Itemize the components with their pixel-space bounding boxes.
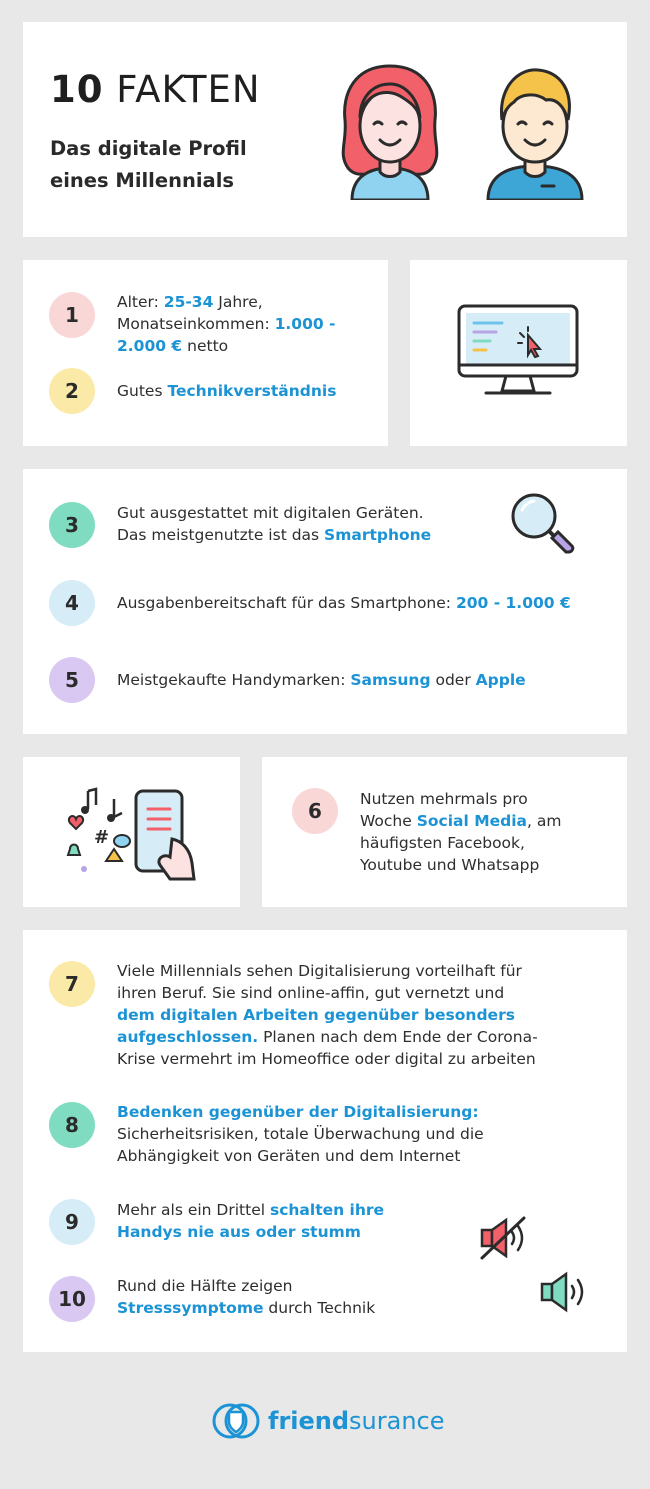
body-text: ihren Beruf. Sie sind online-affin, gut vernetzt und — [117, 984, 505, 1002]
body-text: Woche — [360, 812, 417, 830]
body-text: Meistgekaufte Handymarken: — [117, 671, 351, 689]
speaker-icon — [538, 1270, 590, 1314]
body-text: Mehr als ein Drittel — [117, 1201, 270, 1219]
body-text: Planen nach dem Ende der Corona- — [258, 1028, 538, 1046]
body-text: Jahre, — [213, 293, 263, 311]
highlight-text: Social Media — [416, 812, 528, 830]
highlight-text: Bedenken gegenüber der Digitalisierung: — [117, 1103, 479, 1121]
body-text: Ausgabenbereitschaft für das Smartphone: — [117, 594, 456, 612]
fact-9-text — [117, 1199, 457, 1243]
body-text: Krise vermehrt im Homeoffice oder digital zu arbeiten — [117, 1050, 536, 1068]
highlight-text: aufgeschlossen. — [117, 1028, 259, 1046]
svg-text:#: # — [94, 827, 110, 848]
fact-number-9: 9 — [49, 1199, 95, 1245]
smartphone-social-icon — [64, 787, 200, 883]
body-text: Monatseinkommen: — [117, 315, 275, 333]
muted-speaker-icon — [478, 1214, 530, 1262]
body-text: häufigsten Facebook, — [360, 834, 525, 852]
fact-number-1: 1 — [49, 292, 95, 338]
body-text: Gut ausgestattet mit digitalen Geräten. — [117, 504, 424, 522]
fact-5-text — [117, 669, 597, 691]
man-avatar-icon — [480, 60, 590, 200]
fact-number-3: 3 — [49, 502, 95, 548]
monitor-icon — [456, 303, 580, 399]
body-text: Viele Millennials sehen Digitalisierung vorteilhaft für — [117, 962, 522, 980]
highlight-text: 200 - 1.000 € — [455, 594, 571, 612]
highlight-text: 1.000 - — [274, 315, 336, 333]
highlight-text: 2.000 € — [117, 337, 183, 355]
highlight-text: Smartphone — [324, 526, 432, 544]
body-text: durch Technik — [263, 1299, 376, 1317]
page-title: 10 FAKTEN — [50, 68, 261, 111]
fact-7-text — [117, 960, 622, 1070]
fact-4-text — [117, 592, 622, 614]
fact-8-text — [117, 1101, 622, 1167]
fact-10-text — [117, 1275, 457, 1319]
fact-number-4: 4 — [49, 580, 95, 626]
highlight-text: Technikverständnis — [167, 382, 337, 400]
body-text: oder — [430, 671, 476, 689]
fact-number-2: 2 — [49, 368, 95, 414]
body-text: Gutes — [117, 382, 168, 400]
fact-number-5: 5 — [49, 657, 95, 703]
fact-number-8: 8 — [49, 1102, 95, 1148]
body-text: Nutzen mehrmals pro — [360, 790, 528, 808]
woman-avatar-icon — [330, 58, 450, 200]
friendsurance-logo-text[interactable]: friendsurance — [268, 1407, 445, 1435]
body-text: netto — [182, 337, 229, 355]
fact-number-7: 7 — [49, 961, 95, 1007]
body-text: , am — [527, 812, 562, 830]
magnifier-icon — [508, 490, 576, 556]
page-subtitle: Das digitale Profil eines Millennials — [50, 137, 247, 192]
fact-6-text — [360, 788, 620, 876]
body-text: Rund die Hälfte zeigen — [117, 1277, 293, 1295]
fact-2-text — [117, 380, 377, 402]
fact-3-text — [117, 502, 477, 546]
highlight-text: Apple — [475, 671, 526, 689]
body-text: Abhängigkeit von Geräten und dem Internet — [117, 1147, 461, 1165]
highlight-text: schalten ihre — [269, 1201, 385, 1219]
highlight-text: Handys nie aus oder stumm — [117, 1223, 361, 1241]
highlight-text: Samsung — [350, 671, 431, 689]
highlight-text: dem digitalen Arbeiten gegenüber besonders — [117, 1006, 515, 1024]
fact-1-text — [117, 291, 377, 357]
body-text: Youtube und Whatsapp — [360, 856, 540, 874]
body-text: Das meistgenutzte ist das — [117, 526, 325, 544]
highlight-text: Stresssymptome — [117, 1299, 264, 1317]
fact-number-10: 10 — [49, 1276, 95, 1322]
highlight-text: 25-34 — [163, 293, 214, 311]
fact-number-6: 6 — [292, 788, 338, 834]
body-text: Alter: — [117, 293, 164, 311]
friendsurance-logo-icon — [212, 1400, 260, 1442]
body-text: Sicherheitsrisiken, totale Überwachung und die — [117, 1125, 484, 1143]
